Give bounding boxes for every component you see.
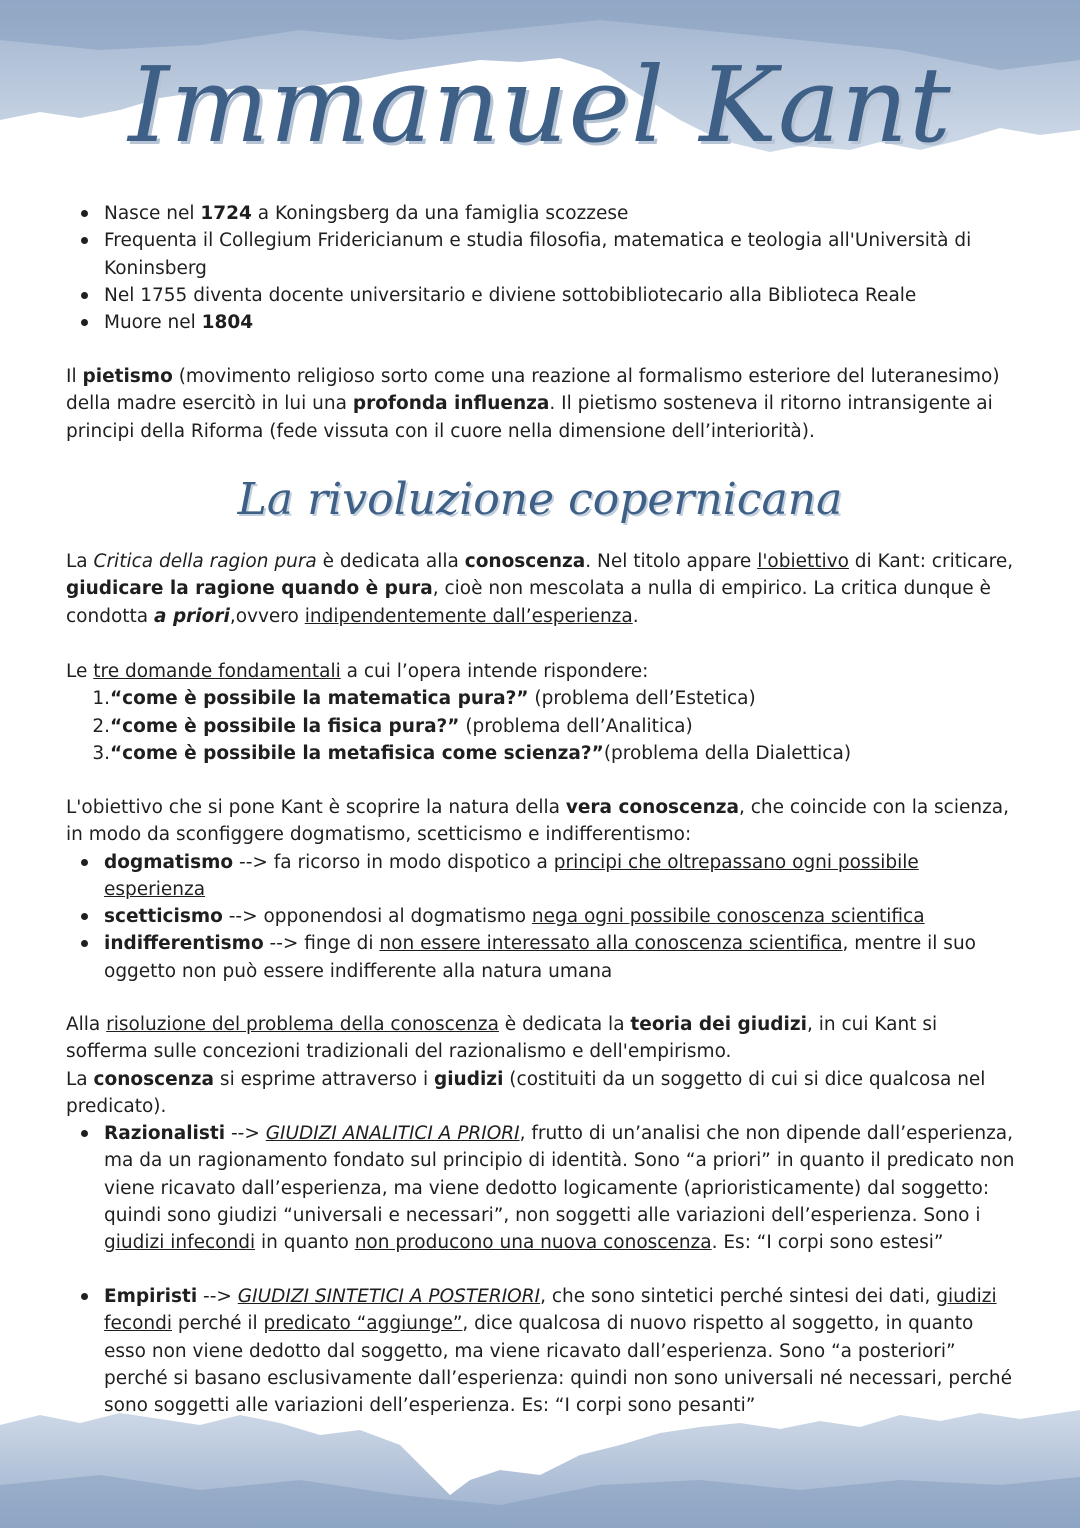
obiettivo-list bbox=[66, 849, 1016, 985]
giudizi-paragraph: Alla risoluzione del problema della conoscenza è dedicata la teoria dei giudizi, in cui Kant si sofferma sulle concezioni tradizionali del razionalismo e dell'empirismo. bbox=[66, 1014, 938, 1063]
list-item: 2.“come è possibile la fisica pura?” (problema dell’Analitica) bbox=[92, 715, 693, 737]
list-item: Frequenta il Collegium Fridericianum e studia filosofia, matematica e teologia all'Università di Koninsberg bbox=[66, 227, 1016, 282]
list-item: 1.“come è possibile la matematica pura?” (problema dell’Estetica) bbox=[92, 688, 756, 710]
conoscenza-paragraph: La conoscenza si esprime attraverso i giudizi (costituiti da un soggetto di cui si dice qualcosa nel predicato). bbox=[66, 1068, 986, 1117]
list-item-razionalisti: Razionalisti --> GIUDIZI ANALITICI A PRIORI, frutto di un’analisi che non dipende dall’esperienza, ma da un ragionamento fondato sul principio di identità. Sono “a priori” in quanto il predicato non viene ricavato dall’esperienza, ma viene dedotto logicamente (aprioristicamente) dal soggetto: quindi sono giudizi “universali e necessari”, non soggetti alle variazioni dell’esperienza. Sono i giudizi infecondi in quanto non producono una nuova conoscenza. Es: “I corpi sono estesi” bbox=[66, 1120, 1016, 1256]
pietismo-paragraph: Il pietismo (movimento religioso sorto come una reazione al formalismo esteriore del luteranesimo) della madre esercitò in lui una profonda influenza. Il pietismo sosteneva il ritorno intransigente ai principi della Riforma (fede vissuta con il cuore nella dimensione dell’interiorità). bbox=[66, 366, 1000, 442]
list-item-empiristi: Empiristi --> GIUDIZI SINTETICI A POSTERIORI, che sono sintetici perché sintesi dei dati, giudizi fecondi perché il predicato “aggiunge”, dice qualcosa di nuovo rispetto al soggetto, in quanto esso non viene dedotto dal soggetto, ma viene ricavato dall’esperienza. Sono “a posteriori” perché si basano esclusivamente dall’esperienza: quindi non sono universali né necessari, perché sono soggetti alle variazioni dell’esperienza. Es: “I corpi sono pesanti” bbox=[66, 1283, 1016, 1419]
obiettivo-section bbox=[66, 794, 1016, 985]
empiristi-list bbox=[66, 1283, 1016, 1419]
bio-list bbox=[66, 200, 1016, 336]
page-title: Immanuel Kant bbox=[128, 44, 952, 166]
list-item: Muore nel 1804 bbox=[66, 309, 1016, 336]
giudizi-list bbox=[66, 1120, 1016, 1256]
list-item: scetticismo --> opponendosi al dogmatismo nega ogni possibile conoscenza scientifica bbox=[66, 903, 1016, 930]
giudizi-section bbox=[66, 1011, 1016, 1257]
list-item: indifferentismo --> finge di non essere interessato alla conoscenza scientifica, mentre il suo oggetto non può essere indifferente alla natura umana bbox=[66, 930, 1016, 985]
list-item: dogmatismo --> fa ricorso in modo dispotico a principi che oltrepassano ogni possibile esperienza bbox=[66, 849, 1016, 904]
list-item: Nasce nel 1724 a Koningsberg da una famiglia scozzese bbox=[66, 200, 1016, 227]
domande-section bbox=[66, 658, 1016, 767]
list-item: 3.“come è possibile la metafisica come scienza?”(problema della Dialettica) bbox=[92, 742, 852, 764]
domande-intro: Le tre domande fondamentali a cui l’opera intende rispondere: bbox=[66, 661, 649, 682]
section-title: La rivoluzione copernicana bbox=[237, 474, 843, 525]
critica-paragraph: La Critica della ragion pura è dedicata alla conoscenza. Nel titolo appare l'obiettivo di Kant: criticare, giudicare la ragione quando è pura, cioè non mescolata a nulla di empirico. La critica dunque è condotta a priori,ovvero indipendentemente dall’esperienza. bbox=[66, 551, 1014, 627]
obiettivo-paragraph: L'obiettivo che si pone Kant è scoprire la natura della vera conoscenza, che coincide con la scienza, in modo da sconfiggere dogmatismo, scetticismo e indifferentismo: bbox=[66, 797, 1010, 846]
domande-list bbox=[66, 685, 1016, 767]
list-item: Nel 1755 diventa docente universitario e diviene sottobibliotecario alla Biblioteca Reale bbox=[66, 282, 1016, 309]
